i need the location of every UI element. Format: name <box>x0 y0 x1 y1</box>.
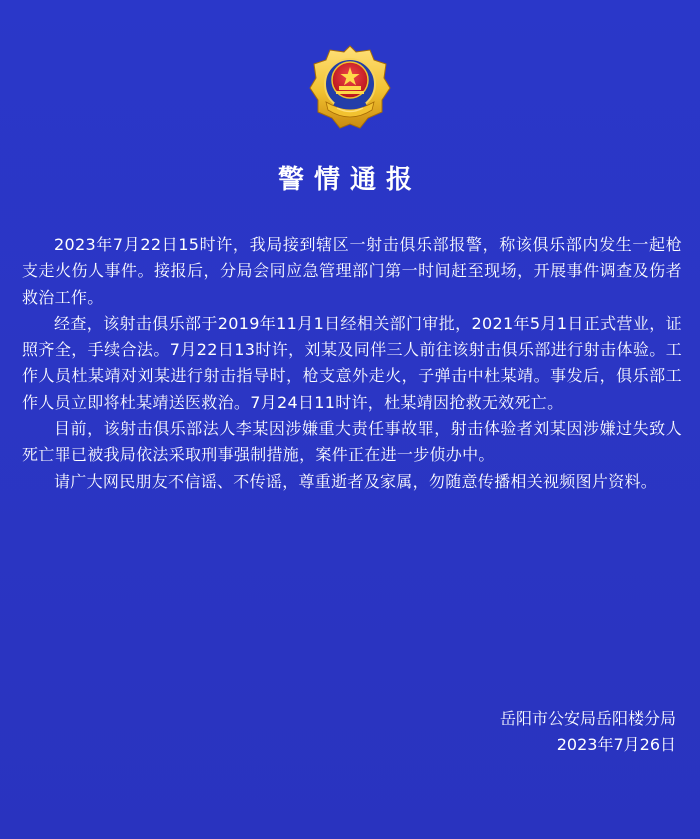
notice-paragraph: 2023年7月22日15时许，我局接到辖区一射击俱乐部报警，称该俱乐部内发生一起枪支走火伤人事件。接报后，分局会同应急管理部门第一时间赶至现场，开展事件调查及伤者救治工作。 <box>22 235 682 307</box>
notice-paragraph: 请广大网民朋友不信谣、不传谣，尊重逝者及家属，勿随意传播相关视频图片资料。 <box>54 471 658 491</box>
signature-block <box>500 706 676 758</box>
notice-paragraph: 目前，该射击俱乐部法人李某因涉嫌重大责任事故罪，射击体验者刘某因涉嫌过失致人死亡罪已被我局依法采取刑事强制措施，案件正在进一步侦办中。 <box>22 419 682 465</box>
police-emblem-icon <box>308 44 392 132</box>
issue-date: 2023年7月26日 <box>556 735 676 754</box>
notice-paragraph: 经查，该射击俱乐部于2019年11月1日经相关部门审批，2021年5月1日正式营业，证照齐全，手续合法。7月22日13时许，刘某及同伴三人前往该射击俱乐部进行射击体验。工作人员杜某靖对刘某进行射击指导时，枪支意外走火，子弹击中杜某靖。事发后，俱乐部工作人员立即将杜某靖送医救治。7月24日11时许，杜某靖因抢救无效死亡。 <box>22 313 682 412</box>
page-title: 警情通报 <box>277 165 422 195</box>
issuer-name: 岳阳市公安局岳阳楼分局 <box>499 709 676 728</box>
notice-body <box>22 232 682 495</box>
